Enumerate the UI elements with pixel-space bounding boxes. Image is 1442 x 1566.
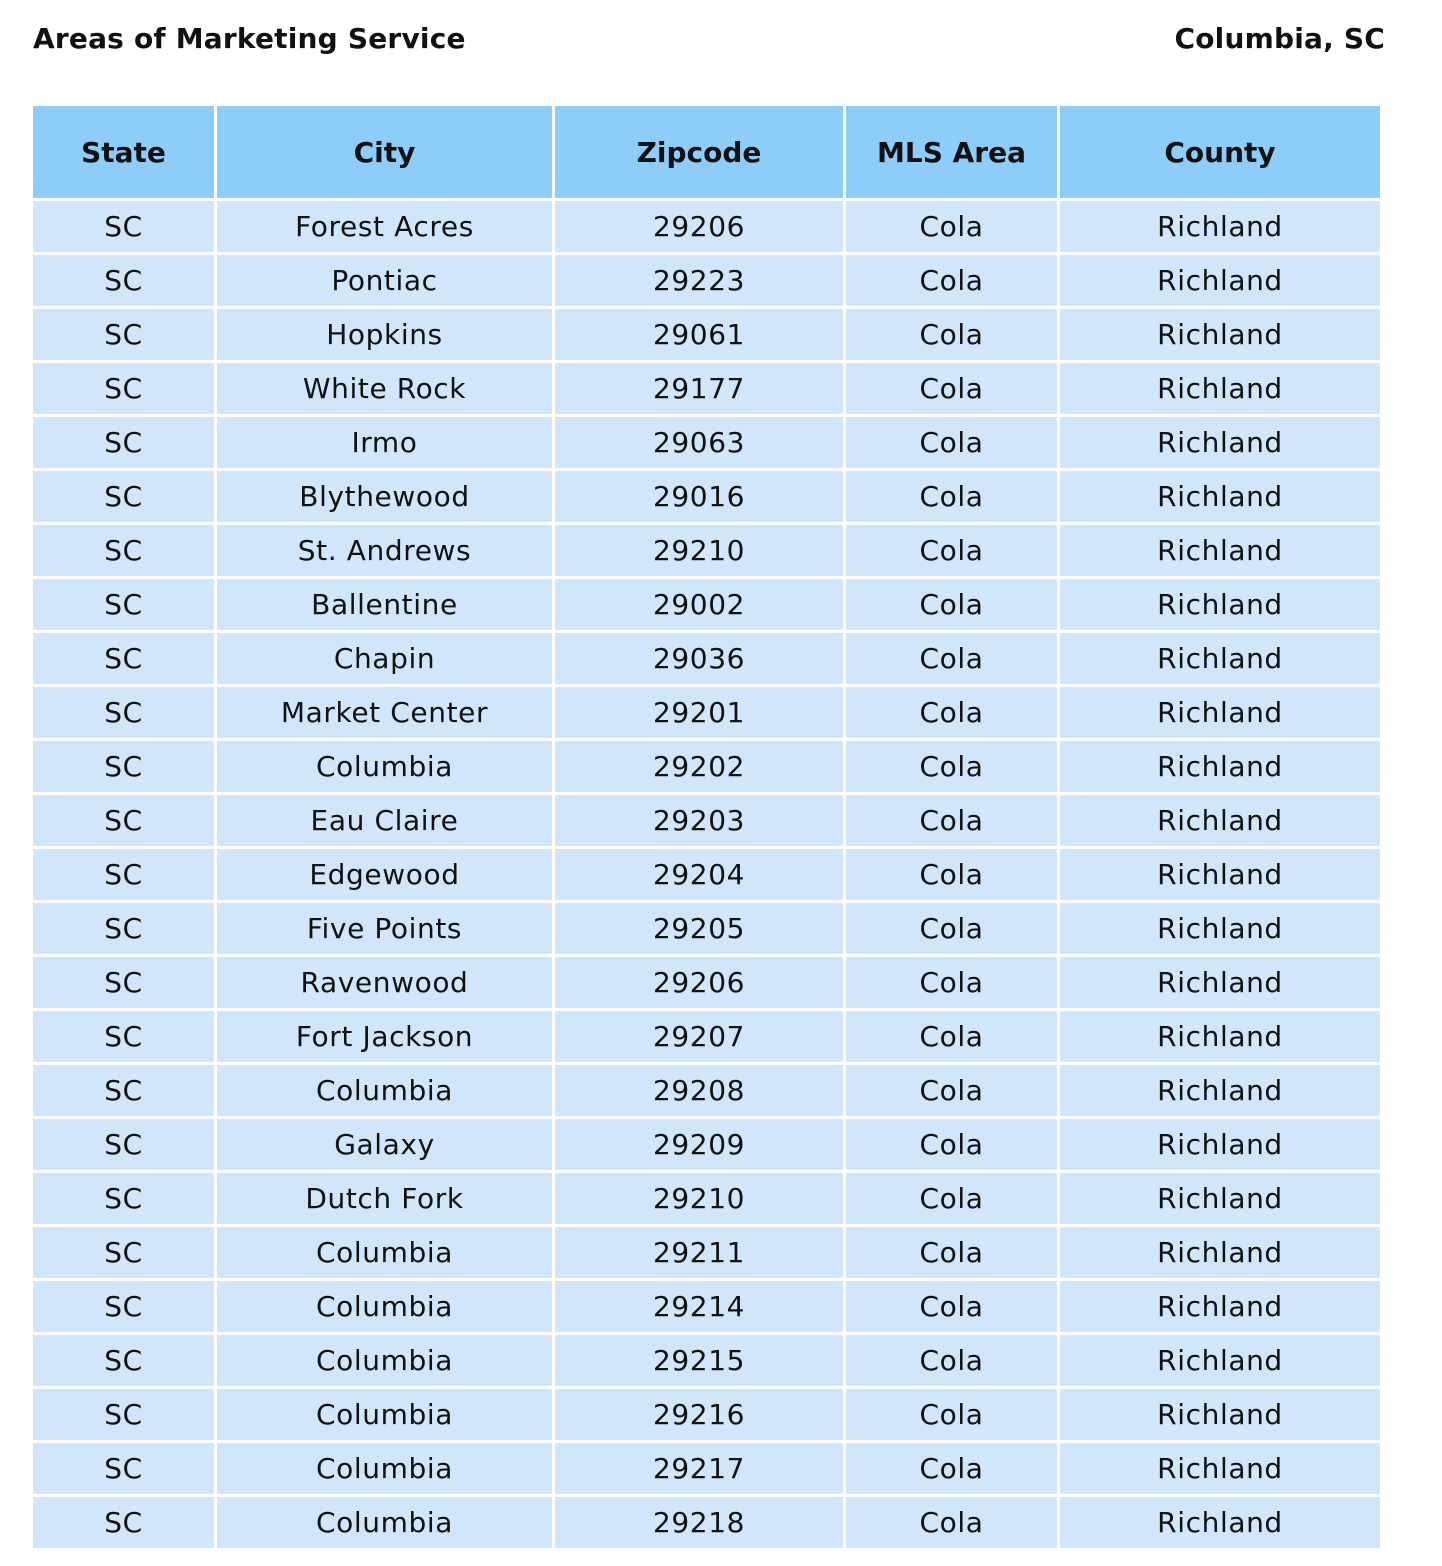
table-row [33, 1173, 1380, 1224]
zipcode-cell: 29206 [555, 957, 843, 1008]
table-row [33, 471, 1380, 522]
zipcode-cell: 29061 [555, 309, 843, 360]
zipcode-cell: 29216 [555, 1389, 843, 1440]
city-cell: Columbia [217, 1065, 552, 1116]
state-cell: SC [33, 633, 214, 684]
state-cell: SC [33, 201, 214, 252]
city-cell: Eau Claire [217, 795, 552, 846]
state-cell: SC [33, 903, 214, 954]
state-cell: SC [33, 1389, 214, 1440]
mls-area-cell: Cola [846, 1119, 1057, 1170]
county-cell: Richland [1060, 1119, 1380, 1170]
mls-area-cell: Cola [846, 687, 1057, 738]
table-row [33, 633, 1380, 684]
mls-area-cell: Cola [846, 795, 1057, 846]
document-header [33, 20, 1385, 64]
state-cell: SC [33, 417, 214, 468]
city-cell: Forest Acres [217, 201, 552, 252]
table-row [33, 579, 1380, 630]
city-cell: Dutch Fork [217, 1173, 552, 1224]
county-cell: Richland [1060, 1065, 1380, 1116]
table-row [33, 1011, 1380, 1062]
county-cell: Richland [1060, 1227, 1380, 1278]
state-cell: SC [33, 1497, 214, 1548]
state-cell: SC [33, 1443, 214, 1494]
city-cell: Columbia [217, 741, 552, 792]
mls-area-cell: Cola [846, 741, 1057, 792]
city-cell: Columbia [217, 1335, 552, 1386]
table-header-row [33, 106, 1380, 198]
mls-area-cell: Cola [846, 633, 1057, 684]
zipcode-cell: 29201 [555, 687, 843, 738]
city-cell: Columbia [217, 1227, 552, 1278]
mls-area-cell: Cola [846, 1173, 1057, 1224]
zipcode-cell: 29217 [555, 1443, 843, 1494]
table-row [33, 201, 1380, 252]
mls-area-cell: Cola [846, 417, 1057, 468]
mls-area-cell: Cola [846, 903, 1057, 954]
state-cell: SC [33, 1011, 214, 1062]
zipcode-cell: 29063 [555, 417, 843, 468]
city-cell: Fort Jackson [217, 1011, 552, 1062]
county-cell: Richland [1060, 1011, 1380, 1062]
table-row [33, 687, 1380, 738]
county-cell: Richland [1060, 471, 1380, 522]
mls-area-cell: Cola [846, 849, 1057, 900]
mls-area-cell: Cola [846, 1065, 1057, 1116]
mls-area-cell: Cola [846, 471, 1057, 522]
table-row [33, 309, 1380, 360]
state-cell: SC [33, 687, 214, 738]
mls-area-cell: Cola [846, 957, 1057, 1008]
zipcode-cell: 29211 [555, 1227, 843, 1278]
zipcode-cell: 29207 [555, 1011, 843, 1062]
zipcode-cell: 29203 [555, 795, 843, 846]
state-cell: SC [33, 1281, 214, 1332]
state-cell: SC [33, 471, 214, 522]
city-cell: Market Center [217, 687, 552, 738]
zipcode-cell: 29036 [555, 633, 843, 684]
table-row [33, 1497, 1380, 1548]
city-cell: Hopkins [217, 309, 552, 360]
city-cell: Irmo [217, 417, 552, 468]
city-cell: Pontiac [217, 255, 552, 306]
table-row [33, 795, 1380, 846]
county-cell: Richland [1060, 363, 1380, 414]
county-cell: Richland [1060, 903, 1380, 954]
mls-area-cell: Cola [846, 363, 1057, 414]
state-cell: SC [33, 1335, 214, 1386]
state-cell: SC [33, 309, 214, 360]
state-cell: SC [33, 255, 214, 306]
city-cell: Five Points [217, 903, 552, 954]
state-cell: SC [33, 525, 214, 576]
city-cell: White Rock [217, 363, 552, 414]
county-cell: Richland [1060, 579, 1380, 630]
mls-area-cell: Cola [846, 309, 1057, 360]
service-areas-table [30, 103, 1383, 1551]
column-header-state: State [33, 106, 214, 198]
table-row [33, 1443, 1380, 1494]
zipcode-cell: 29223 [555, 255, 843, 306]
zipcode-cell: 29210 [555, 1173, 843, 1224]
table-row [33, 1119, 1380, 1170]
city-cell: Columbia [217, 1443, 552, 1494]
mls-area-cell: Cola [846, 525, 1057, 576]
table-row [33, 1335, 1380, 1386]
county-cell: Richland [1060, 687, 1380, 738]
county-cell: Richland [1060, 1497, 1380, 1548]
table-row [33, 903, 1380, 954]
city-cell: Blythewood [217, 471, 552, 522]
table-row [33, 957, 1380, 1008]
city-cell: Chapin [217, 633, 552, 684]
zipcode-cell: 29205 [555, 903, 843, 954]
state-cell: SC [33, 1227, 214, 1278]
table-row [33, 849, 1380, 900]
mls-area-cell: Cola [846, 1281, 1057, 1332]
page-title: Areas of Marketing Service [33, 22, 466, 55]
county-cell: Richland [1060, 1389, 1380, 1440]
zipcode-cell: 29206 [555, 201, 843, 252]
state-cell: SC [33, 741, 214, 792]
city-cell: St. Andrews [217, 525, 552, 576]
zipcode-cell: 29215 [555, 1335, 843, 1386]
table-row [33, 525, 1380, 576]
table-row [33, 363, 1380, 414]
county-cell: Richland [1060, 1173, 1380, 1224]
mls-area-cell: Cola [846, 1011, 1057, 1062]
mls-area-cell: Cola [846, 1443, 1057, 1494]
city-cell: Galaxy [217, 1119, 552, 1170]
mls-area-cell: Cola [846, 579, 1057, 630]
county-cell: Richland [1060, 849, 1380, 900]
state-cell: SC [33, 849, 214, 900]
state-cell: SC [33, 1173, 214, 1224]
county-cell: Richland [1060, 1443, 1380, 1494]
table-row [33, 417, 1380, 468]
county-cell: Richland [1060, 795, 1380, 846]
zipcode-cell: 29208 [555, 1065, 843, 1116]
city-cell: Ravenwood [217, 957, 552, 1008]
county-cell: Richland [1060, 957, 1380, 1008]
mls-area-cell: Cola [846, 1335, 1057, 1386]
mls-area-cell: Cola [846, 1389, 1057, 1440]
column-header-zipcode: Zipcode [555, 106, 843, 198]
city-cell: Edgewood [217, 849, 552, 900]
state-cell: SC [33, 363, 214, 414]
table-row [33, 1281, 1380, 1332]
county-cell: Richland [1060, 417, 1380, 468]
table-row [33, 741, 1380, 792]
state-cell: SC [33, 579, 214, 630]
table-row [33, 255, 1380, 306]
column-header-county: County [1060, 106, 1380, 198]
county-cell: Richland [1060, 309, 1380, 360]
county-cell: Richland [1060, 201, 1380, 252]
city-cell: Columbia [217, 1281, 552, 1332]
zipcode-cell: 29016 [555, 471, 843, 522]
mls-area-cell: Cola [846, 201, 1057, 252]
state-cell: SC [33, 1065, 214, 1116]
county-cell: Richland [1060, 1335, 1380, 1386]
table-header [33, 106, 1380, 198]
zipcode-cell: 29210 [555, 525, 843, 576]
state-cell: SC [33, 1119, 214, 1170]
table-row [33, 1389, 1380, 1440]
zipcode-cell: 29202 [555, 741, 843, 792]
mls-area-cell: Cola [846, 1227, 1057, 1278]
zipcode-cell: 29204 [555, 849, 843, 900]
table-row [33, 1227, 1380, 1278]
table-body [33, 201, 1380, 1548]
mls-area-cell: Cola [846, 255, 1057, 306]
zipcode-cell: 29002 [555, 579, 843, 630]
county-cell: Richland [1060, 741, 1380, 792]
city-cell: Columbia [217, 1389, 552, 1440]
county-cell: Richland [1060, 525, 1380, 576]
county-cell: Richland [1060, 1281, 1380, 1332]
mls-area-cell: Cola [846, 1497, 1057, 1548]
city-cell: Columbia [217, 1497, 552, 1548]
county-cell: Richland [1060, 633, 1380, 684]
zipcode-cell: 29209 [555, 1119, 843, 1170]
table-row [33, 1065, 1380, 1116]
column-header-city: City [217, 106, 552, 198]
zipcode-cell: 29218 [555, 1497, 843, 1548]
zipcode-cell: 29177 [555, 363, 843, 414]
zipcode-cell: 29214 [555, 1281, 843, 1332]
state-cell: SC [33, 957, 214, 1008]
county-cell: Richland [1060, 255, 1380, 306]
location-label: Columbia, SC [1174, 22, 1385, 55]
city-cell: Ballentine [217, 579, 552, 630]
state-cell: SC [33, 795, 214, 846]
column-header-mls-area: MLS Area [846, 106, 1057, 198]
